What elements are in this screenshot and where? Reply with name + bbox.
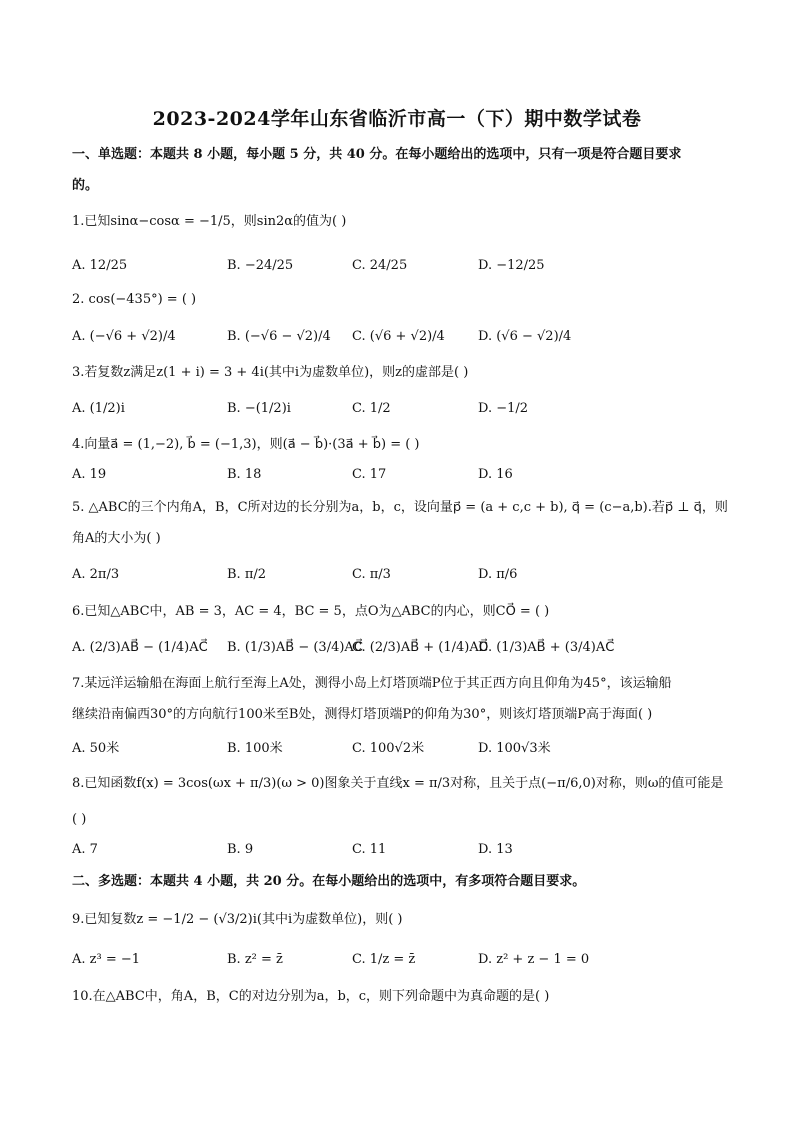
question-4-options [72, 467, 732, 489]
section2-heading: 二、多选题：本题共 4 小题，共 20 分。在每小题给出的选项中，有多项符合题目要求。 [72, 874, 586, 889]
question-8-option-a: A. 7 [72, 842, 98, 857]
question-2-option-a: A. (−√6 + √2)/4 [72, 329, 176, 344]
question-4-option-d: D. 16 [478, 467, 513, 482]
question-6-option-b: B. (1/3)AB⃗ − (3/4)AC⃗ [227, 640, 363, 655]
question-8-option-d: D. 13 [478, 842, 513, 857]
question-9-option-c: C. 1/z = z̄ [352, 952, 416, 967]
page-title: 2023-2024学年山东省临沂市高一（下）期中数学试卷 [152, 108, 642, 130]
question-7-option-d: D. 100√3米 [478, 741, 551, 756]
question-3-option-a: A. (1/2)i [72, 401, 125, 416]
question-2-option-d: D. (√6 − √2)/4 [478, 329, 572, 344]
question-3-stem: 3.若复数z满足z(1 + i) = 3 + 4i(其中i为虚数单位)，则z的虚部是( ) [72, 365, 469, 380]
question-7-stem-line2: 继续沿南偏西30°的方向航行100米至B处，测得灯塔顶端P的仰角为30°，则该灯塔顶端P高于海面( ) [72, 707, 653, 722]
question-9-stem: 9.已知复数z = −1/2 − (√3/2)i(其中i为虚数单位)，则( ) [72, 912, 403, 927]
question-5-stem-line2: 角A的大小为( ) [72, 531, 161, 546]
question-2-option-b: B. (−√6 − √2)/4 [227, 329, 331, 344]
question-6-option-c: C. (2/3)AB⃗ + (1/4)AC⃗ [352, 640, 488, 655]
question-7-option-b: B. 100米 [227, 741, 283, 756]
question-4-option-b: B. 18 [227, 467, 262, 482]
question-1-stem: 1.已知sinα−cosα = −1/5，则sin2α的值为( ) [72, 214, 347, 229]
question-4-stem: 4.向量a⃗ = (1,−2), b⃗ = (−1,3)，则(a⃗ − b⃗)·(3a⃗ + b⃗) = ( ) [72, 437, 420, 452]
question-6-option-d: D. (1/3)AB⃗ + (3/4)AC⃗ [478, 640, 615, 655]
question-8-option-b: B. 9 [227, 842, 254, 857]
question-1-option-a: A. 12/25 [72, 258, 128, 273]
question-6-options [72, 640, 732, 662]
section1-heading-line1: 一、单选题：本题共 8 小题，每小题 5 分，共 40 分。在每小题给出的选项中，只有一项是符合题目要求 [72, 147, 682, 162]
question-5-option-b: B. π/2 [227, 567, 267, 582]
question-7-options [72, 737, 732, 759]
question-3-options [72, 401, 732, 423]
question-8-stem-line2: ( ) [72, 812, 87, 827]
question-8-option-c: C. 11 [352, 842, 387, 857]
question-8-stem-line1: 8.已知函数f(x) = 3cos(ωx + π/3)(ω > 0)图象关于直线x = π/3对称，且关于点(−π/6,0)对称，则ω的值可能是 [72, 776, 724, 791]
question-5-option-d: D. π/6 [478, 567, 518, 582]
question-3-option-c: C. 1/2 [352, 401, 391, 416]
question-3-option-d: D. −1/2 [478, 401, 529, 416]
question-9-options [72, 952, 732, 974]
question-1-options [72, 258, 732, 280]
question-10-stem: 10.在△ABC中，角A，B，C的对边分别为a，b，c，则下列命题中为真命题的是( ) [72, 989, 550, 1004]
question-3-option-b: B. −(1/2)i [227, 401, 291, 416]
question-9-option-b: B. z² = z̄ [227, 952, 283, 967]
question-4-option-c: C. 17 [352, 467, 387, 482]
question-7-stem-line1: 7.某远洋运输船在海面上航行至海上A处，测得小岛上灯塔顶端P位于其正西方向且仰角为45°，该运输船 [72, 676, 672, 691]
question-1-option-c: C. 24/25 [352, 258, 408, 273]
question-7-option-c: C. 100√2米 [352, 741, 425, 756]
question-8-options [72, 842, 732, 864]
question-9-option-d: D. z² + z − 1 = 0 [478, 952, 590, 967]
question-9-option-a: A. z³ = −1 [72, 952, 141, 967]
question-1-option-d: D. −12/25 [478, 258, 545, 273]
question-5-options [72, 567, 732, 589]
question-1-option-b: B. −24/25 [227, 258, 294, 273]
section1-heading-line2: 的。 [72, 178, 99, 193]
question-2-options [72, 329, 732, 351]
question-7-option-a: A. 50米 [72, 741, 120, 756]
question-2-stem: 2. cos(−435°) = ( ) [72, 292, 197, 307]
question-4-option-a: A. 19 [72, 467, 107, 482]
question-5-option-c: C. π/3 [352, 567, 391, 582]
question-5-option-a: A. 2π/3 [72, 567, 120, 582]
question-6-option-a: A. (2/3)AB⃗ − (1/4)AC⃗ [72, 640, 208, 655]
question-5-stem-line1: 5. △ABC的三个内角A，B，C所对边的长分别为a，b，c，设向量p⃗ = (a + c,c + b), q⃗ = (c−a,b).若p⃗ ⊥ q⃗，则 [72, 500, 728, 515]
question-6-stem: 6.已知△ABC中，AB = 3，AC = 4，BC = 5，点O为△ABC的内心，则CO⃗ = ( ) [72, 604, 550, 619]
question-2-option-c: C. (√6 + √2)/4 [352, 329, 445, 344]
